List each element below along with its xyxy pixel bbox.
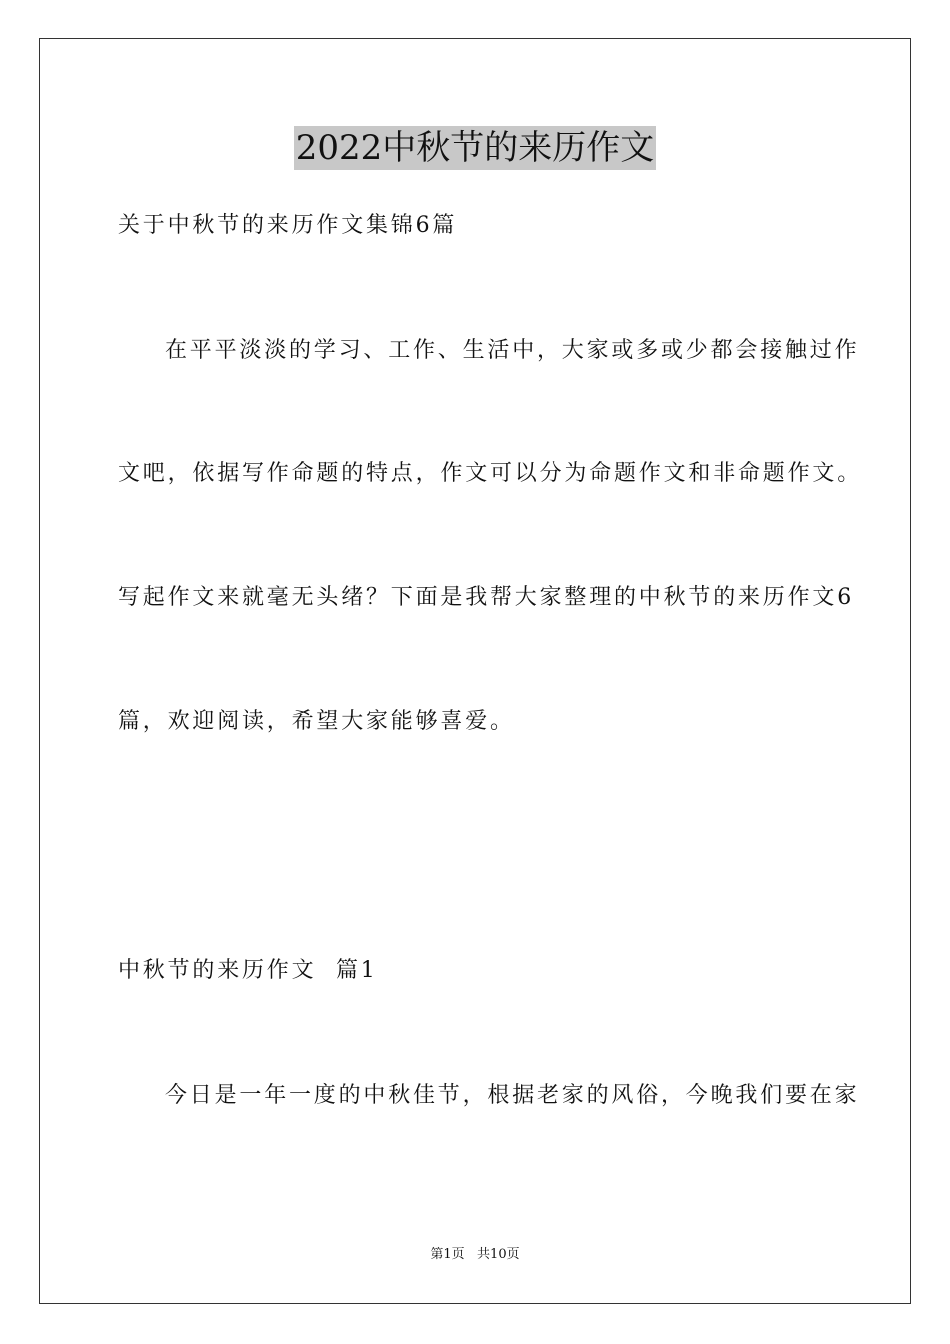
document-title-wrapper [0, 126, 950, 170]
intro-line-2: 文吧，依据写作命题的特点，作文可以分为命题作文和非命题作文。 [118, 461, 863, 486]
section-first-line: 今日是一年一度的中秋佳节，根据老家的风俗，今晚我们要在家 [165, 1083, 860, 1108]
document-subtitle: 关于中秋节的来历作文集锦6篇 [118, 213, 458, 238]
intro-line-3: 写起作文来就毫无头绪？下面是我帮大家整理的中秋节的来历作文6 [118, 585, 854, 610]
intro-line-4: 篇，欢迎阅读，希望大家能够喜爱。 [118, 709, 515, 734]
section-heading: 中秋节的来历作文 篇1 [118, 958, 378, 983]
intro-line-1: 在平平淡淡的学习、工作、生活中，大家或多或少都会接触过作 [165, 338, 860, 363]
page-number-footer: 第1页 共10页 [430, 1247, 520, 1262]
document-title: 2022中秋节的来历作文 [295, 128, 655, 168]
